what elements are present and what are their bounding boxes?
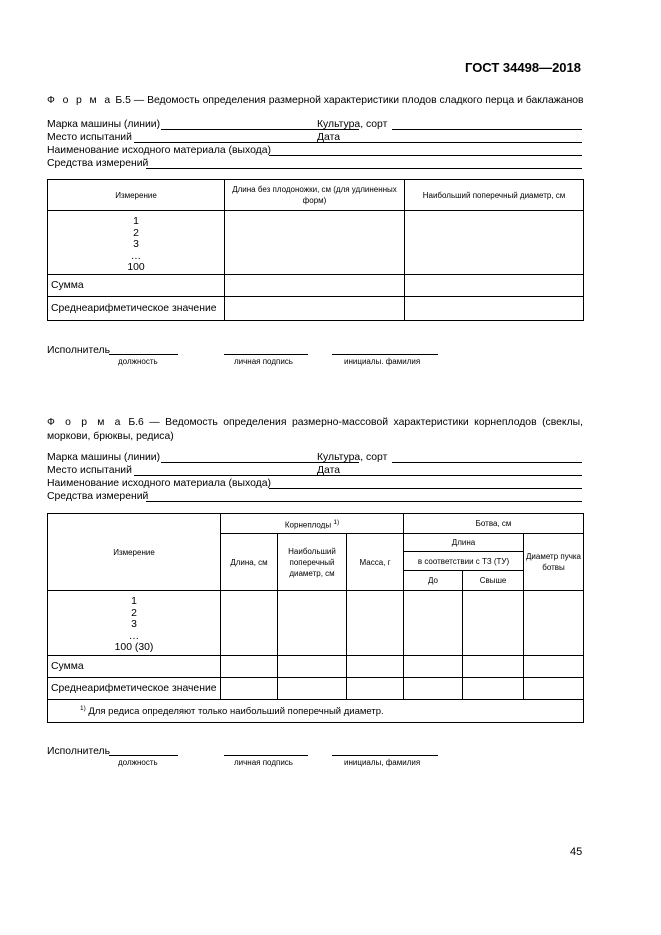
cell-mean-diameter[interactable]	[405, 296, 584, 320]
initials-line[interactable]	[332, 744, 438, 756]
row-label-mean: Среднеарифметическое значение	[48, 678, 221, 700]
cell-value[interactable]	[347, 656, 404, 678]
cell-value[interactable]	[278, 678, 347, 700]
field-label-place: Место испытаний	[47, 132, 132, 143]
field-row-machine-2	[47, 451, 587, 464]
row-number: 2	[133, 227, 139, 239]
measure-numbers	[48, 211, 225, 275]
form-prefix: Ф о р м а	[47, 95, 113, 106]
caption-signature: личная подпись	[234, 357, 293, 366]
group-header-roots	[221, 514, 404, 534]
row-number: 100 (30)	[114, 642, 154, 653]
cell-value[interactable]	[221, 656, 278, 678]
row-number: 1	[131, 596, 137, 607]
field-label-means: Средства измерений	[47, 491, 149, 502]
caption-initials: инициалы. фамилия	[344, 357, 421, 366]
col-header-by-tz: в соответствии с ТЗ (ТУ)	[404, 552, 524, 571]
col-header-to: До	[404, 571, 463, 591]
col-header-above: Свыше	[463, 571, 524, 591]
cell-value[interactable]	[347, 678, 404, 700]
cell-value[interactable]	[221, 591, 278, 656]
col-header-tops-length: Длина	[404, 534, 524, 552]
cell-value[interactable]	[524, 591, 584, 656]
table-b6	[47, 513, 584, 723]
cell-diameter-values[interactable]	[405, 211, 584, 275]
page-number: 45	[570, 846, 583, 858]
field-line-material[interactable]	[269, 477, 582, 489]
field-line-culture[interactable]	[392, 451, 582, 463]
position-line[interactable]	[109, 744, 178, 756]
footnote-text: Для редиса определяют только наибольший поперечный диаметр.	[88, 706, 384, 718]
row-number: 3	[133, 239, 139, 250]
field-line-culture[interactable]	[392, 118, 582, 130]
field-label-means: Средства измерений	[47, 158, 149, 169]
cell-length-values[interactable]	[225, 211, 405, 275]
row-number: …	[130, 250, 142, 262]
row-number: 1	[133, 216, 139, 227]
cell-sum-length[interactable]	[225, 274, 405, 296]
field-label-date: Дата	[317, 465, 341, 476]
footnote-ref: 1)	[333, 518, 340, 526]
field-label-culture: Культура, сорт	[317, 452, 388, 463]
roots-label: Корнеплоды	[284, 520, 332, 530]
field-line-means[interactable]	[146, 157, 582, 169]
form-title-text: Б.6 — Ведомость определения размерно-массовой характеристики корнеплодов (свеклы, моркови, брюквы, редиса)	[47, 417, 583, 442]
col-header-length: Длина без плодоножки, см (для удлиненных форм)	[225, 180, 405, 211]
cell-value[interactable]	[347, 591, 404, 656]
field-label-material: Наименование исходного материала (выхода)	[47, 478, 271, 489]
field-row-means	[47, 157, 587, 170]
signature-line[interactable]	[224, 343, 308, 355]
cell-value[interactable]	[404, 678, 463, 700]
row-number: 3	[131, 619, 137, 630]
col-header-root-length: Длина, см	[221, 534, 278, 591]
field-row-means-2	[47, 490, 587, 503]
caption-position: должность	[118, 758, 158, 767]
field-label-material: Наименование исходного материала (выхода)	[47, 145, 271, 156]
form-prefix: Ф о р м а	[47, 417, 123, 428]
signature-line[interactable]	[224, 744, 308, 756]
cell-value[interactable]	[524, 678, 584, 700]
cell-value[interactable]	[463, 678, 524, 700]
col-header-measure: Измерение	[48, 180, 225, 211]
row-number: 100	[127, 262, 145, 273]
row-label-sum: Сумма	[48, 656, 221, 678]
field-line-material[interactable]	[269, 144, 582, 156]
row-label-mean: Среднеарифметическое значение	[48, 296, 225, 320]
field-label-machine: Марка машины (линии)	[47, 119, 161, 130]
field-label-culture: Культура, сорт	[317, 119, 388, 130]
field-label-machine: Марка машины (линии)	[47, 452, 161, 463]
caption-initials: инициалы, фамилия	[344, 758, 421, 767]
cell-value[interactable]	[278, 656, 347, 678]
position-line[interactable]	[109, 343, 178, 355]
field-row-machine	[47, 118, 587, 131]
executor-label: Исполнитель	[47, 746, 110, 757]
col-header-root-diameter: Наибольший поперечный диаметр, см	[278, 534, 347, 591]
footnote-mark: 1)	[80, 704, 86, 712]
measure-numbers	[48, 591, 221, 656]
initials-line[interactable]	[332, 343, 438, 355]
col-header-measure: Измерение	[48, 514, 221, 591]
col-header-mass: Масса, г	[347, 534, 404, 591]
row-label-sum: Сумма	[48, 274, 225, 296]
table-footnote	[48, 700, 584, 723]
caption-signature: личная подпись	[234, 758, 293, 767]
document-code: ГОСТ 34498—2018	[465, 60, 581, 75]
executor-label: Исполнитель	[47, 345, 110, 356]
col-header-bunch-diameter: Диаметр пучка ботвы	[524, 534, 584, 591]
table-b5	[47, 179, 584, 321]
caption-position: должность	[118, 357, 158, 366]
cell-value[interactable]	[463, 656, 524, 678]
field-label-date: Дата	[317, 132, 341, 143]
field-label-place: Место испытаний	[47, 465, 132, 476]
cell-value[interactable]	[221, 678, 278, 700]
cell-value[interactable]	[278, 591, 347, 656]
field-row-material	[47, 144, 587, 157]
cell-value[interactable]	[524, 656, 584, 678]
field-line-means[interactable]	[146, 490, 582, 502]
field-line-date[interactable]	[345, 131, 582, 143]
field-row-place	[47, 131, 587, 144]
field-line-date[interactable]	[345, 464, 582, 476]
form-title-text: Б.5 — Ведомость определения размерной характеристики плодов сладкого перца и баклажанов	[115, 95, 584, 106]
cell-value[interactable]	[463, 591, 524, 656]
group-header-tops: Ботва, см	[404, 514, 584, 534]
row-number: …	[128, 630, 140, 642]
cell-sum-diameter[interactable]	[405, 274, 584, 296]
row-number: 2	[131, 607, 137, 619]
form-b6-title	[47, 416, 583, 444]
field-row-place-2	[47, 464, 587, 477]
cell-value[interactable]	[404, 656, 463, 678]
col-header-diameter: Наибольший поперечный диаметр, см	[405, 180, 584, 211]
field-row-material-2	[47, 477, 587, 490]
cell-mean-length[interactable]	[225, 296, 405, 320]
form-b5-title	[47, 94, 587, 108]
cell-value[interactable]	[404, 591, 463, 656]
